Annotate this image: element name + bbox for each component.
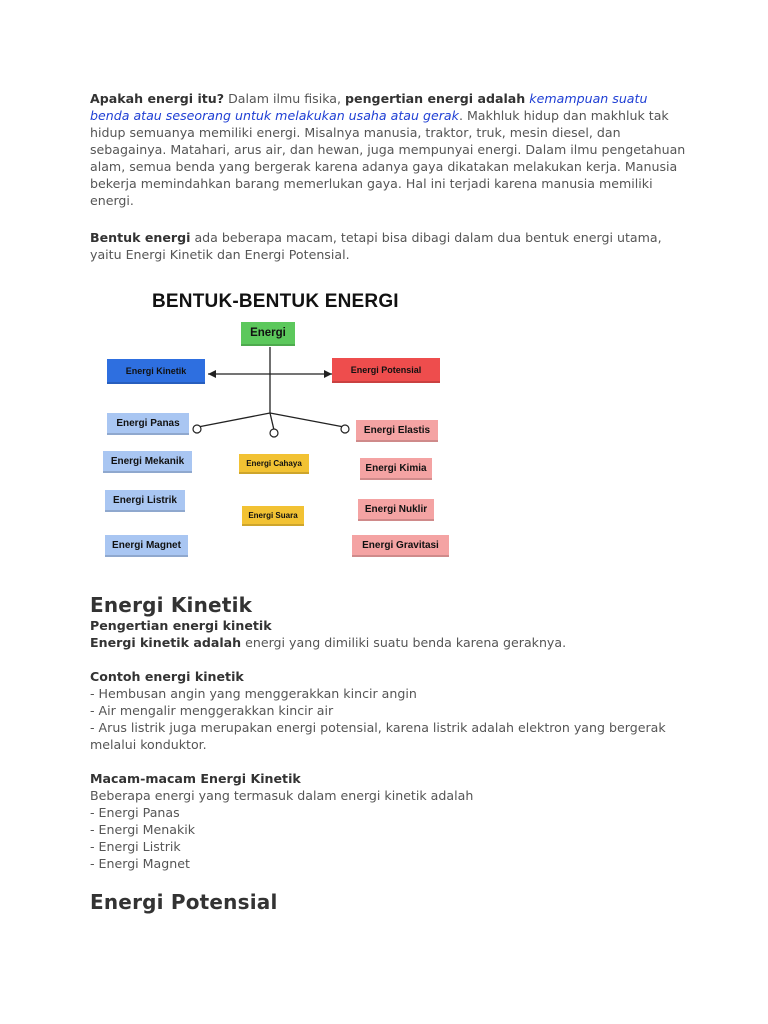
box-energi: Energi xyxy=(241,322,295,346)
list-item: - Energi Menakik xyxy=(90,822,196,837)
list-item: - Air mengalir menggerakkan kincir air xyxy=(90,703,334,718)
box-energi-gravitasi: Energi Gravitasi xyxy=(352,535,449,557)
kinetik-macam-intro: Beberapa energi yang termasuk dalam energi kinetik adalah xyxy=(90,788,474,803)
kinetik-definition-text: energi yang dimiliki suatu benda karena geraknya. xyxy=(241,635,567,650)
kinetik-macam-list xyxy=(90,804,690,872)
box-energi-cahaya: Energi Cahaya xyxy=(239,454,309,474)
kinetik-macam-label: Macam-macam Energi Kinetik xyxy=(90,771,301,786)
box-energi-nuklir: Energi Nuklir xyxy=(358,499,434,521)
list-item: - Energi Listrik xyxy=(90,839,181,854)
diagram-title: BENTUK-BENTUK ENERGI xyxy=(152,291,399,312)
box-energi-potensial: Energi Potensial xyxy=(332,358,440,383)
kinetik-definition-label: Pengertian energi kinetik xyxy=(90,618,272,633)
box-energi-magnet: Energi Magnet xyxy=(105,535,188,557)
intro-question: Apakah energi itu? xyxy=(90,91,225,106)
list-item: - Energi Panas xyxy=(90,805,180,820)
intro-text-2: . Makhluk hidup dan makhluk tak hidup semuanya memiliki energi. Misalnya manusia, traktor, truk, mesin diesel, dan sebagainya. Matahari, arus air, dan hewan, juga mempunyai energi. Dalam ilmu pengetahuan alam, semua benda yang bergerak karena adanya gaya dikatakan melakukan kerja. Manusia bekerja memindahkan barang memerlukan gaya. Hal ini terjadi karena manusia memiliki energi. xyxy=(90,108,686,208)
box-energi-listrik: Energi Listrik xyxy=(105,490,185,512)
kinetik-definition-bold: Energi kinetik adalah xyxy=(90,635,242,650)
kinetik-contoh-list xyxy=(90,685,690,753)
potensial-heading: Energi Potensial xyxy=(90,890,278,914)
intro-definition-highlight: kemampuan suatu benda atau seseorang untuk melakukan usaha atau gerak xyxy=(90,91,648,123)
bentuk-text: ada beberapa macam, tetapi bisa dibagi dalam dua bentuk energi utama, yaitu Energi Kinetik dan Energi Potensial. xyxy=(90,230,662,262)
intro-definition-label: pengertian energi adalah xyxy=(345,91,526,106)
kinetik-definition xyxy=(90,634,690,651)
intro-text-1: Dalam ilmu fisika, xyxy=(224,91,346,106)
energy-diagram xyxy=(100,285,460,565)
article xyxy=(90,90,690,263)
box-energi-panas: Energi Panas xyxy=(107,413,189,435)
list-item: - Hembusan angin yang menggerakkan kincir angin xyxy=(90,686,417,701)
kinetik-contoh-label: Contoh energi kinetik xyxy=(90,669,244,684)
intro-paragraph xyxy=(90,90,690,209)
box-energi-suara: Energi Suara xyxy=(242,506,304,526)
box-energi-kimia: Energi Kimia xyxy=(360,458,432,480)
box-energi-elastis: Energi Elastis xyxy=(356,420,438,442)
bentuk-paragraph xyxy=(90,229,690,263)
list-item: - Energi Magnet xyxy=(90,856,190,871)
kinetik-heading: Energi Kinetik xyxy=(90,593,253,617)
bentuk-label: Bentuk energi xyxy=(90,230,191,245)
box-energi-kinetik: Energi Kinetik xyxy=(107,359,205,384)
box-energi-mekanik: Energi Mekanik xyxy=(103,451,192,473)
kinetik-section xyxy=(90,593,690,914)
list-item: - Arus listrik juga merupakan energi potensial, karena listrik adalah elektron yang bergerak melalui konduktor. xyxy=(90,720,666,752)
